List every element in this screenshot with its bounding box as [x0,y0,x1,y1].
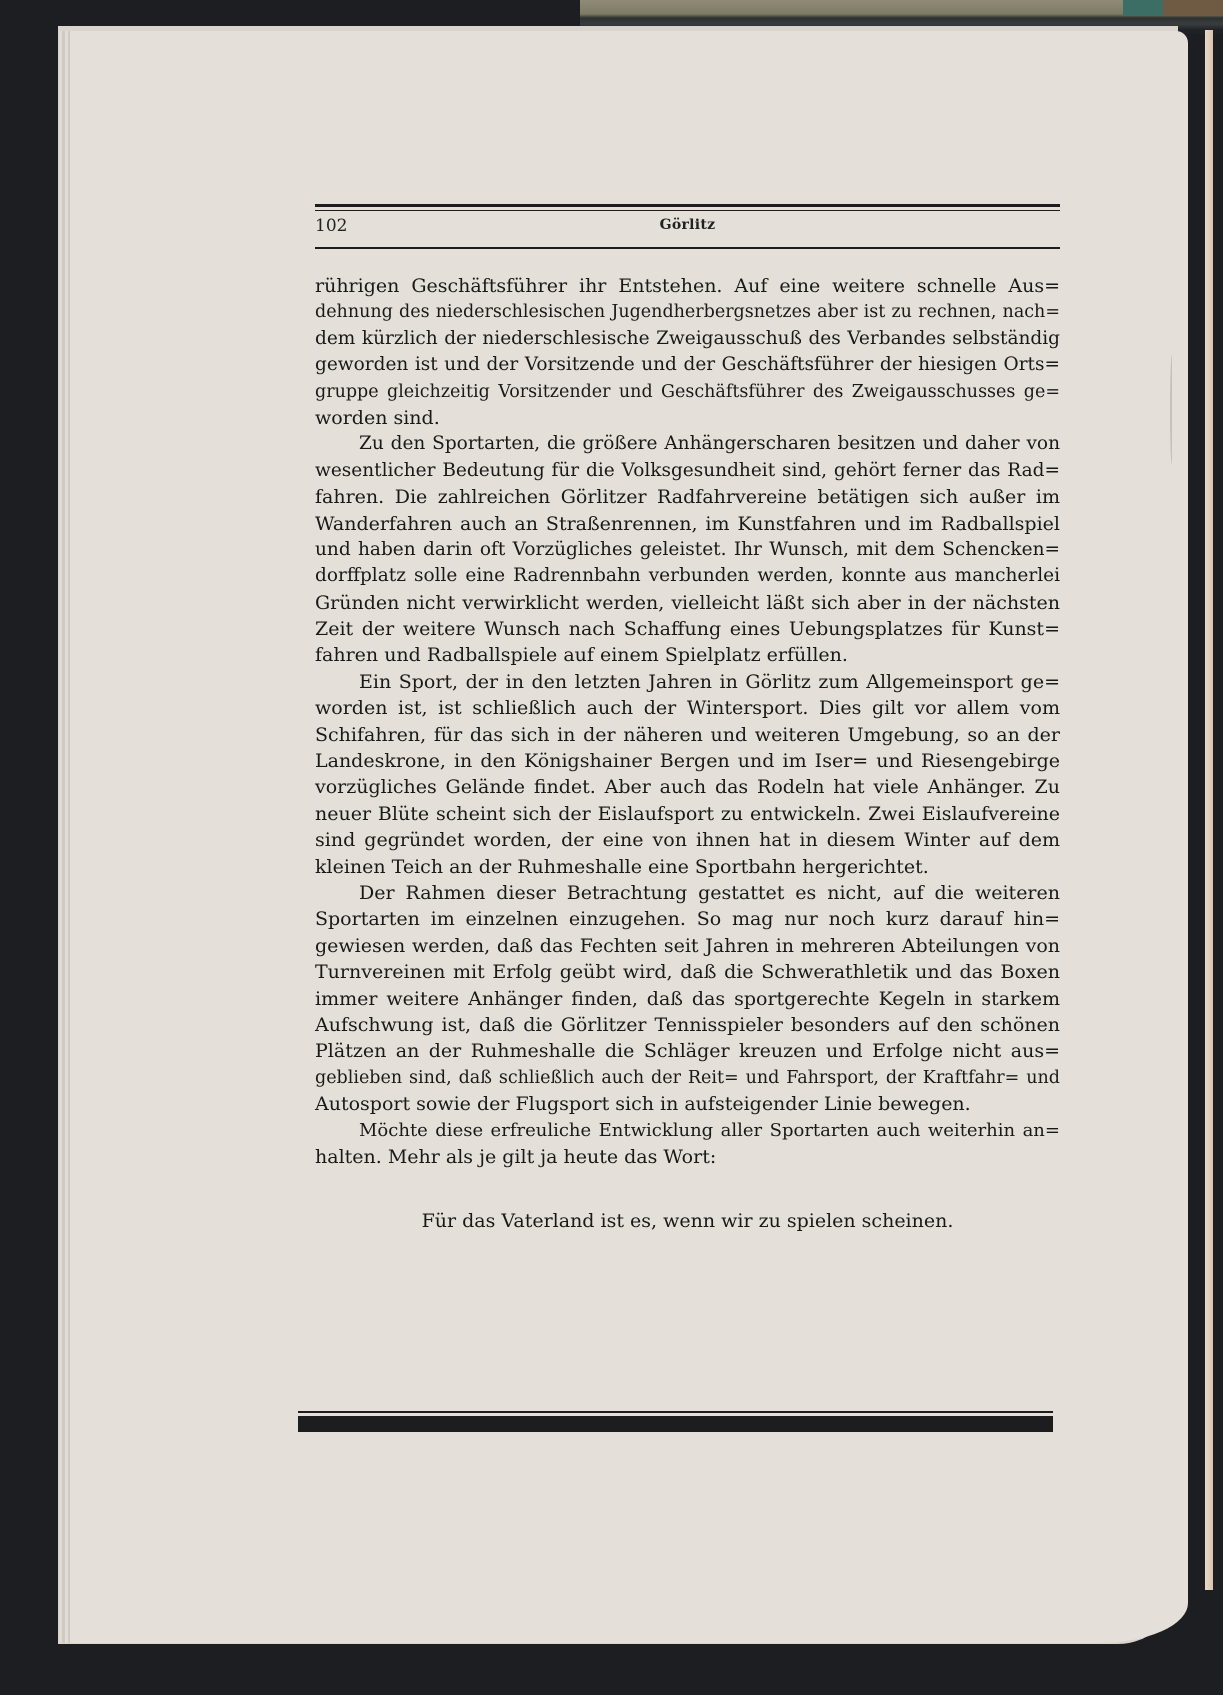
text-line: Zu den Sportarten, die größere Anhängerscharen besitzen und daher von [359,433,1060,455]
text-line: Möchte diese erfreuliche Entwicklung aller Sportarten auch weiterhin an= [359,1119,1060,1141]
text-line: Wanderfahren auch an Straßenrennen, im Kunstfahren und im Radballspiel [315,512,1060,535]
running-title: Görlitz [659,217,716,233]
text-line: fahren. Die zahlreichen Görlitzer Radfahrvereine betätigen sich außer im [315,486,1060,509]
text-line: Autosport sowie der Flugsport sich in aufsteigender Linie bewegen. [315,1093,971,1116]
text-line: vorzügliches Gelände findet. Aber auch das Rodeln hat viele Anhänger. Zu [315,776,1060,799]
text-line: Landeskrone, in den Königshainer Bergen und im Iser= und Riesengebirge [315,750,1060,773]
paragraph [315,273,1060,431]
text-line: gewiesen werden, daß das Fechten seit Jahren in mehreren Abteilungen von [315,934,1060,957]
header-rule-thick [315,204,1060,207]
text-line: Schifahren, für das sich in der näheren und weiteren Umgebung, so an der [315,723,1060,746]
text-line: gruppe gleichzeitig Vorsitzender und Geschäftsführer des Zweigausschusses ge= [315,381,1060,402]
paragraph [315,880,1060,1118]
text-line: halten. Mehr als je gilt ja heute das Wort: [315,1145,717,1168]
page-edge-right [1205,30,1213,1590]
text-line: Zeit der weitere Wunsch nach Schaffung eines Uebungsplatzes für Kunst= [315,618,1060,641]
body-text [315,273,1060,1170]
text-line: kleinen Teich an der Ruhmeshalle eine Sportbahn hergerichtet. [315,855,929,878]
cover-binding-detail [1123,0,1163,16]
text-line: dem kürzlich der niederschlesische Zweigausschuß des Verbandes selbständig [315,327,1060,349]
text-line: rührigen Geschäftsführer ihr Entstehen. Auf eine weitere schnelle Aus= [315,275,1060,297]
footer-rule-thick [298,1416,1053,1432]
paragraph [315,669,1060,880]
paragraph [315,1118,1060,1171]
text-line: Sportarten im einzelnen einzugehen. So mag nur noch kurz darauf hin= [315,908,1060,931]
paragraph [315,431,1060,669]
text-line: Aufschwung ist, daß die Görlitzer Tennisspieler besonders auf den schönen [315,1013,1060,1036]
text-line: Plätzen an der Ruhmeshalle die Schläger kreuzen und Erfolge nicht aus= [315,1040,1060,1063]
text-line: worden ist, ist schließlich auch der Wintersport. Dies gilt vor allem vom [315,697,1060,720]
text-line: Der Rahmen dieser Betrachtung gestattet es nicht, auf die weiteren [359,881,1060,904]
paper-crease [1170,355,1174,465]
text-line: immer weitere Anhänger finden, daß das sportgerechte Kegeln in starkem [315,987,1060,1010]
text-line: sind gegründet worden, der eine von ihnen hat in diesem Winter auf dem [315,829,1060,852]
text-line: neuer Blüte scheint sich der Eislaufsport zu entwickeln. Zwei Eislaufvereine [315,802,1060,825]
footer-rule-thin [298,1411,1053,1413]
text-line: wesentlicher Bedeutung für die Volksgesundheit sind, gehört ferner das Rad= [315,459,1060,481]
text-line: dorffplatz solle eine Radrennbahn verbunden werden, konnte aus mancherlei [315,565,1060,587]
text-line: geblieben sind, daß schließlich auch der Reit= und Fahrsport, der Kraftfahr= und [315,1067,1060,1088]
text-line: und haben darin oft Vorzügliches geleistet. Ihr Wunsch, mit dem Schencken= [315,538,1060,560]
cover-binding-detail [1163,0,1223,16]
page-number: 102 [315,216,348,236]
header-rule-bottom [315,247,1060,249]
text-line: Ein Sport, der in den letzten Jahren in Görlitz zum Allgemeinsport ge= [359,670,1060,693]
text-line: dehnung des niederschlesischen Jugendherbergsnetzes aber ist zu rechnen, nach= [315,302,1060,323]
text-line: fahren und Radballspiele auf einem Spielplatz erfüllen. [315,644,848,667]
text-line: Turnvereinen mit Erfolg geübt wird, daß die Schwerathletik und das Boxen [315,961,1060,984]
running-head [315,216,1060,240]
quote: Für das Vaterland ist es, wenn wir zu spielen scheinen. [421,1210,954,1232]
text-line: geworden ist und der Vorsitzende und der Geschäftsführer der hiesigen Orts= [315,354,1060,376]
header-rule-thin [315,210,1060,211]
text-line: Gründen nicht verwirklicht werden, vielleicht läßt sich aber in der nächsten [315,591,1060,614]
text-line: worden sind. [315,406,440,429]
